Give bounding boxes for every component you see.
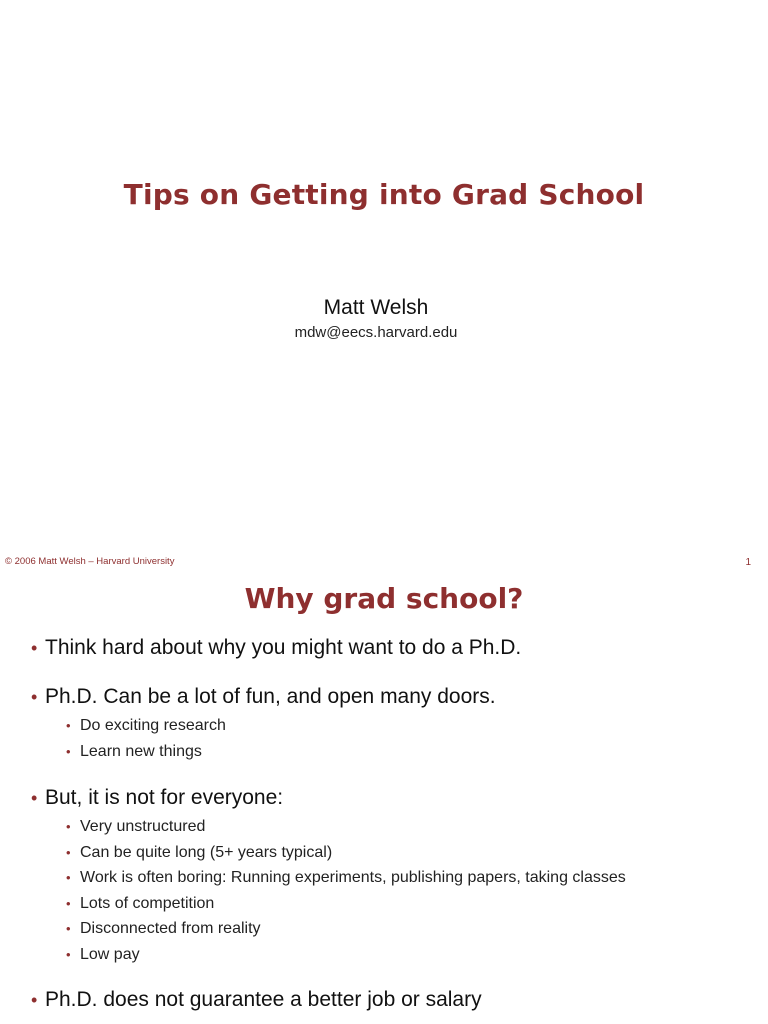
sub-bullet-item [66, 895, 214, 913]
sub-bullet-text: Disconnected from reality [80, 920, 261, 937]
bullet-dot-icon: • [66, 947, 71, 962]
slide-title: Why grad school? [244, 582, 524, 615]
sub-bullet-item [66, 844, 332, 862]
bullet-dot-icon: • [66, 870, 71, 885]
sub-bullet-text: Learn new things [80, 743, 202, 760]
bullet-text: Ph.D. does not guarantee a better job or salary [45, 988, 482, 1011]
bullet-text: But, it is not for everyone: [45, 786, 284, 809]
bullet-text: Think hard about why you might want to do a Ph.D. [45, 636, 522, 659]
bullet-dot-icon: • [66, 845, 71, 860]
sub-bullet-item [66, 717, 226, 735]
sub-bullet-item [66, 743, 202, 761]
bullet-dot-icon: • [31, 788, 38, 808]
bullet-dot-icon: • [66, 744, 71, 759]
page-number: 1 [745, 557, 751, 568]
sub-bullet-text: Do exciting research [80, 717, 226, 734]
sub-bullet-text: Low pay [80, 946, 140, 963]
bullet-item [31, 988, 482, 1012]
bullet-dot-icon: • [66, 718, 71, 733]
bullet-item [31, 685, 496, 709]
bullet-item [31, 636, 521, 660]
slide-title: Tips on Getting into Grad School [123, 178, 645, 211]
author-email: mdw@eecs.harvard.edu [294, 324, 458, 341]
bullet-dot-icon: • [31, 687, 38, 707]
bullet-dot-icon: • [31, 990, 38, 1010]
sub-bullet-item [66, 946, 140, 964]
bullet-dot-icon: • [66, 921, 71, 936]
copyright-footer: © 2006 Matt Welsh – Harvard University [5, 556, 175, 567]
author-name: Matt Welsh [323, 296, 429, 319]
bullet-dot-icon: • [66, 896, 71, 911]
bullet-dot-icon: • [31, 638, 38, 658]
bullet-dot-icon: • [66, 819, 71, 834]
sub-bullet-item [66, 920, 261, 938]
sub-bullet-text: Can be quite long (5+ years typical) [80, 844, 333, 861]
sub-bullet-text: Very unstructured [80, 818, 206, 835]
sub-bullet-text: Lots of competition [80, 895, 215, 912]
bullet-item [31, 786, 283, 810]
sub-bullet-item [66, 818, 205, 836]
sub-bullet-text: Work is often boring: Running experiments, publishing papers, taking classes [80, 869, 626, 886]
sub-bullet-item [66, 869, 626, 887]
bullet-text: Ph.D. Can be a lot of fun, and open many doors. [45, 685, 496, 708]
